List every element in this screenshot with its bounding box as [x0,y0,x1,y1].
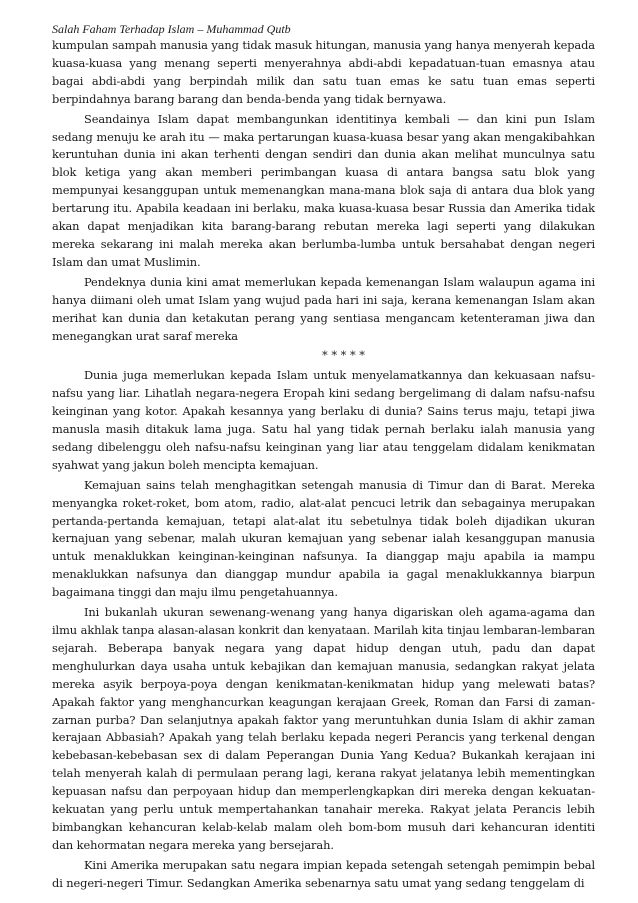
paragraph: Kemajuan sains telah menghagitkan setengah manusia di Timur dan di Barat. Mereka menyangka roket-roket, bom atom, radio, alat-alat pencuci letrik dan sebagainya merupakan pertanda-pertanda kemajuan, tetapi alat-alat itu sebetulnya tidak boleh dijadikan ukuran kernajuan yang sebenar, malah ukuran kemajuan yang sebenar ialah kesanggupan manusia untuk menaklukkan keinginan-keinginan nafsunya. Ia dianggap maju apabila ia mampu menaklukkan nafsunya dan dianggap mundur apabila ia gagal menaklukkannya biarpun bagaimana tinggi dan maju ilmu pengetahuannya. [52,477,595,600]
paragraph: Pendeknya dunia kini amat memerlukan kepada kemenangan Islam walaupun agama ini hanya diimani oleh umat Islam yang wujud pada hari ini saja, kerana kemenangan Islam akan merihat kan dunia dan ketakutan perang yang sentiasa mengancam ketenteraman jiwa dan menegangkan urat saraf mereka [52,274,595,343]
paragraph: kumpulan sampah manusia yang tidak masuk hitungan, manusia yang hanya menyerah kepada kuasa-kuasa yang menang seperti menyerahnya abdi-abdi kepadatuan-tuan emasnya atau bagai abdi-abdi yang berpindah milik dan satu tuan emas ke satu tuan emas seperti berpindahnya barang barang dan benda-benda yang tidak bernyawa. [52,38,595,106]
paragraph: Dunia juga memerlukan kepada Islam untuk menyelamatkannya dan kekuasaan nafsu-nafsu yang liar. Lihatlah negara-negera Eropah kini sedang bergelimang di dalam nafsu-nafsu keinginan yang kotor. Apakah kesannya yang berlaku di dunia? Sains terus maju, tetapi jiwa manusla masih ditakuk lama juga. Satu hal yang tidak pernah berlaku ialah manusia yang sedang dibelenggu oleh nafsu-nafsu keinginan yang liar atau tenggelam didalam kenikmatan syahwat yang jakun boleh mencipta kemajuan. [52,368,595,472]
paragraph: Seandainya Islam dapat membangunkan identitinya kembali — dan kini pun Islam sedang menuju ke arah itu — maka pertarungan kuasa-kuasa besar yang akan mengakibahkan keruntuhan dunia ini akan terhenti dengan sendiri dan dunia akan melihat munculnya satu blok ketiga yang akan memberi perimbangan kuasa di antara bangsa satu blok yang mempunyai kesanggupan untuk memenangkan mana-mana blok saja di antara dua blok yang bertarung itu. Apabila keadaan ini berlaku, maka kuasa-kuasa besar Russia dan Amerika tidak akan dapat menjadikan kita barang-barang rebutan mereka lagi seperti yang dilakukan mereka sekarang ini malah mereka akan berlumba-lumba untuk bersahabat dengan negeri Islam dan umat Muslimin. [52,111,595,269]
section-separator: * * * * * [322,348,365,363]
paragraph: Ini bukanlah ukuran sewenang-wenang yang hanya digariskan oleh agama-agama dan ilmu akhlak tanpa alasan-alasan konkrit dan kenyataan. Marilah kita tinjau lembaran-lembaran sejarah. Beberapa banyak negara yang dapat hidup dengan utuh, padu dan dapat menghulurkan daya usaha untuk kebajikan dan kemajuan manusia, sedangkan rakyat jelata mereka asyik berpoya-poya dengan kenikmatan-kenikmatan hidup yang melewati batas? Apakah faktor yang menghancurkan keagungan kerajaan Greek, Roman dan Farsi di zaman-zarnan purba? Dan selanjutnya apakah faktor yang meruntuhkan dunia Islam di akhir zaman kerajaan Abbasiah? Apakah yang telah berlaku kepada negeri Perancis yang terkenal dengan kebebasan-kebebasan sex di dalam Peperangan Dunia Yang Kedua? Bukankah kerajaan ini telah menyerah kalah di permulaan perang lagi, kerana rakyat jelatanya lebih mementingkan kepuasan nafsu dan perpoyaan hidup dan memperlengkapkan diri mereka dengan kekuatan-kekuatan yang perlu untuk mempertahankan tanahair mereka. Rakyat jelata Perancis lebih bimbangkan kehancuran kelab-kelab malam oleh bom-bom musuh dari kehancuran identiti dan kehormatan negara mereka yang bersejarah. [52,605,595,852]
paragraph: Kini Amerika merupakan satu negara impian kepada setengah setengah pemimpin bebal di negeri-negeri Timur. Sedangkan Amerika sebenarnya satu umat yang sedang tenggelam di [52,857,595,890]
running-header: Salah Faham Terhadap Islam – Muhammad Qutb [52,22,291,36]
